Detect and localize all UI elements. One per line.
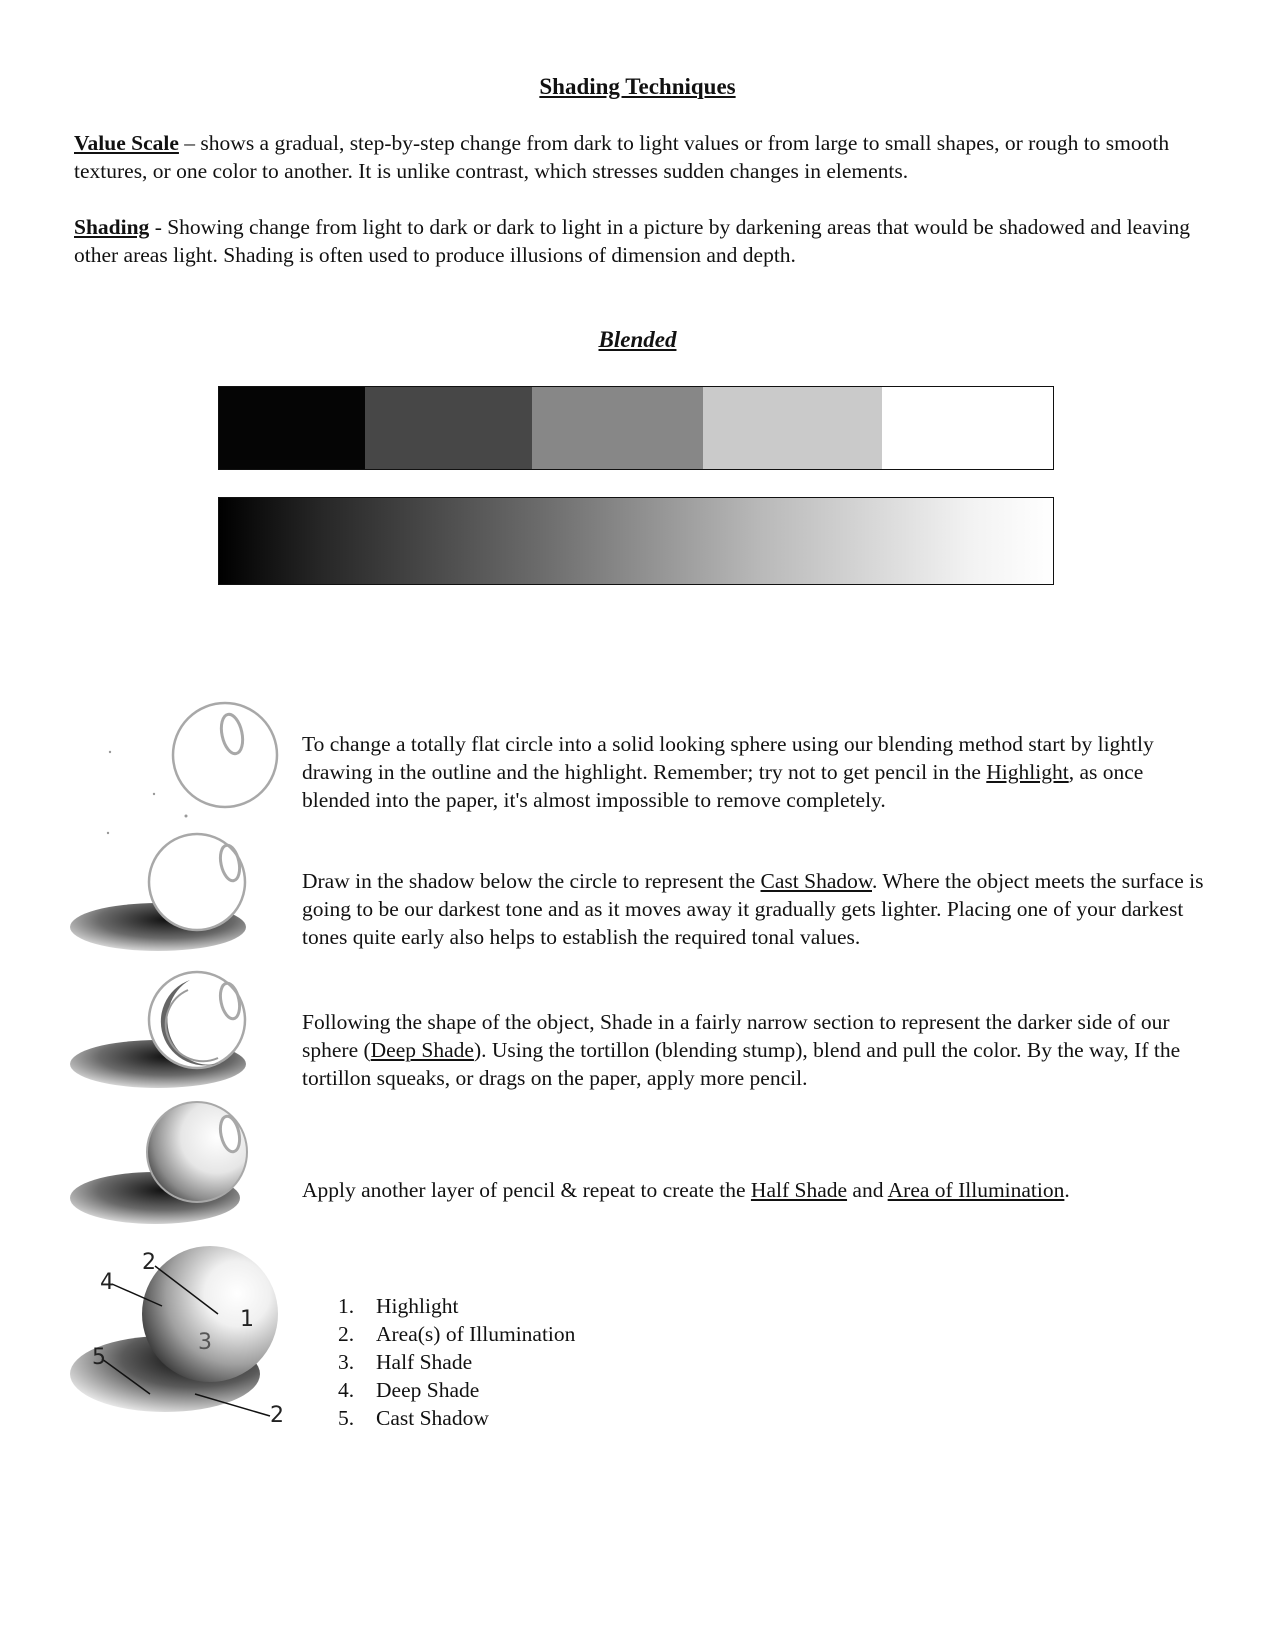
diagram-label-4: 4 bbox=[100, 1270, 114, 1295]
list-item bbox=[338, 1404, 575, 1432]
value-scale-definition bbox=[74, 129, 1204, 185]
step-1-term: Highlight bbox=[986, 760, 1069, 784]
list-item bbox=[338, 1320, 575, 1348]
step-4-part-c: . bbox=[1064, 1178, 1070, 1202]
value-step-5 bbox=[882, 387, 1053, 469]
blended-heading: Blended bbox=[598, 327, 677, 352]
list-item-number: 4. bbox=[338, 1378, 355, 1402]
step-3-term: Deep Shade bbox=[370, 1038, 474, 1062]
shading-text: - Showing change from light to dark or dark to light in a picture by darkening areas that would be shadowed and leaving other areas light. Shading is often used to produce illusions of dimension and depth. bbox=[74, 215, 1190, 267]
value-step-1 bbox=[219, 387, 365, 469]
value-scale-text: – shows a gradual, step-by-step change from dark to light values or from large to small shapes, or rough to smooth textures, or one color to another. It is unlike contrast, which stresses sudden changes in elements. bbox=[74, 131, 1170, 183]
list-item-number: 5. bbox=[338, 1406, 355, 1430]
step-4-term-2: Area of Illumination bbox=[887, 1178, 1065, 1202]
list-item-number: 3. bbox=[338, 1350, 355, 1374]
sphere-cast-shadow-figure bbox=[70, 830, 310, 955]
step-4-part-b: and bbox=[847, 1178, 888, 1202]
step-4-term-1: Half Shade bbox=[750, 1178, 848, 1202]
step-3-text bbox=[302, 1008, 1207, 1092]
list-item-label: Area(s) of Illumination bbox=[376, 1322, 576, 1346]
sphere-parts-list bbox=[338, 1292, 575, 1432]
step-1-text bbox=[302, 730, 1207, 814]
step-2-term: Cast Shadow bbox=[760, 869, 872, 893]
step-4-text bbox=[302, 1176, 1207, 1204]
list-item-label: Highlight bbox=[376, 1294, 459, 1318]
value-step-2 bbox=[365, 387, 532, 469]
value-step-4 bbox=[703, 387, 882, 469]
step-2-part-a: Draw in the shadow below the circle to represent the bbox=[302, 869, 761, 893]
list-item bbox=[338, 1292, 575, 1320]
shading-term: Shading bbox=[74, 215, 150, 239]
gradient-value-scale bbox=[218, 497, 1054, 585]
diagram-label-5: 5 bbox=[92, 1345, 106, 1370]
list-item-label: Half Shade bbox=[376, 1350, 473, 1374]
list-item-label: Deep Shade bbox=[376, 1378, 480, 1402]
diagram-label-1: 1 bbox=[240, 1307, 254, 1332]
list-item-number: 2. bbox=[338, 1322, 355, 1346]
step-3-part-b: ). Using the tortillon (blending stump), blend and pull the color. By the way, If the tortillon squeaks, or drags on the paper, apply more pencil. bbox=[302, 1038, 1181, 1090]
list-item-number: 1. bbox=[338, 1294, 355, 1318]
step-3-part-a: Following the shape of the object, Shade in a fairly narrow section to represent the darker side of our sphere ( bbox=[302, 1010, 1170, 1062]
shading-definition bbox=[74, 213, 1204, 269]
step-1-part-b: , as once blended into the paper, it's almost impossible to remove completely. bbox=[302, 760, 1144, 812]
sphere-outline-figure bbox=[70, 692, 310, 822]
sphere-deep-shade-figure bbox=[70, 968, 310, 1093]
list-item bbox=[338, 1348, 575, 1376]
value-step-3 bbox=[532, 387, 703, 469]
step-4-part-a: Apply another layer of pencil & repeat to create the bbox=[302, 1178, 751, 1202]
step-1-part-a: To change a totally flat circle into a solid looking sphere using our blending method start by lightly drawing in the outline and the highlight. Remember; try not to get pencil in the bbox=[302, 732, 1154, 784]
sphere-half-shade-figure bbox=[70, 1098, 310, 1228]
value-scale-term: Value Scale bbox=[74, 131, 179, 155]
step-2-text bbox=[302, 867, 1207, 951]
diagram-label-3: 3 bbox=[198, 1330, 212, 1355]
page-title: Shading Techniques bbox=[539, 74, 736, 99]
labeled-sphere-diagram bbox=[70, 1234, 310, 1424]
stepped-value-scale bbox=[218, 386, 1054, 470]
step-2-part-b: . Where the object meets the surface is going to be our darkest tone and as it moves away it gradually gets lighter. Placing one of your darkest tones quite early also helps to establish the required tonal values. bbox=[302, 869, 1204, 949]
diagram-label-2-top: 2 bbox=[142, 1250, 156, 1275]
list-item-label: Cast Shadow bbox=[376, 1406, 489, 1430]
diagram-label-2-bottom: 2 bbox=[270, 1403, 284, 1424]
list-item bbox=[338, 1376, 575, 1404]
